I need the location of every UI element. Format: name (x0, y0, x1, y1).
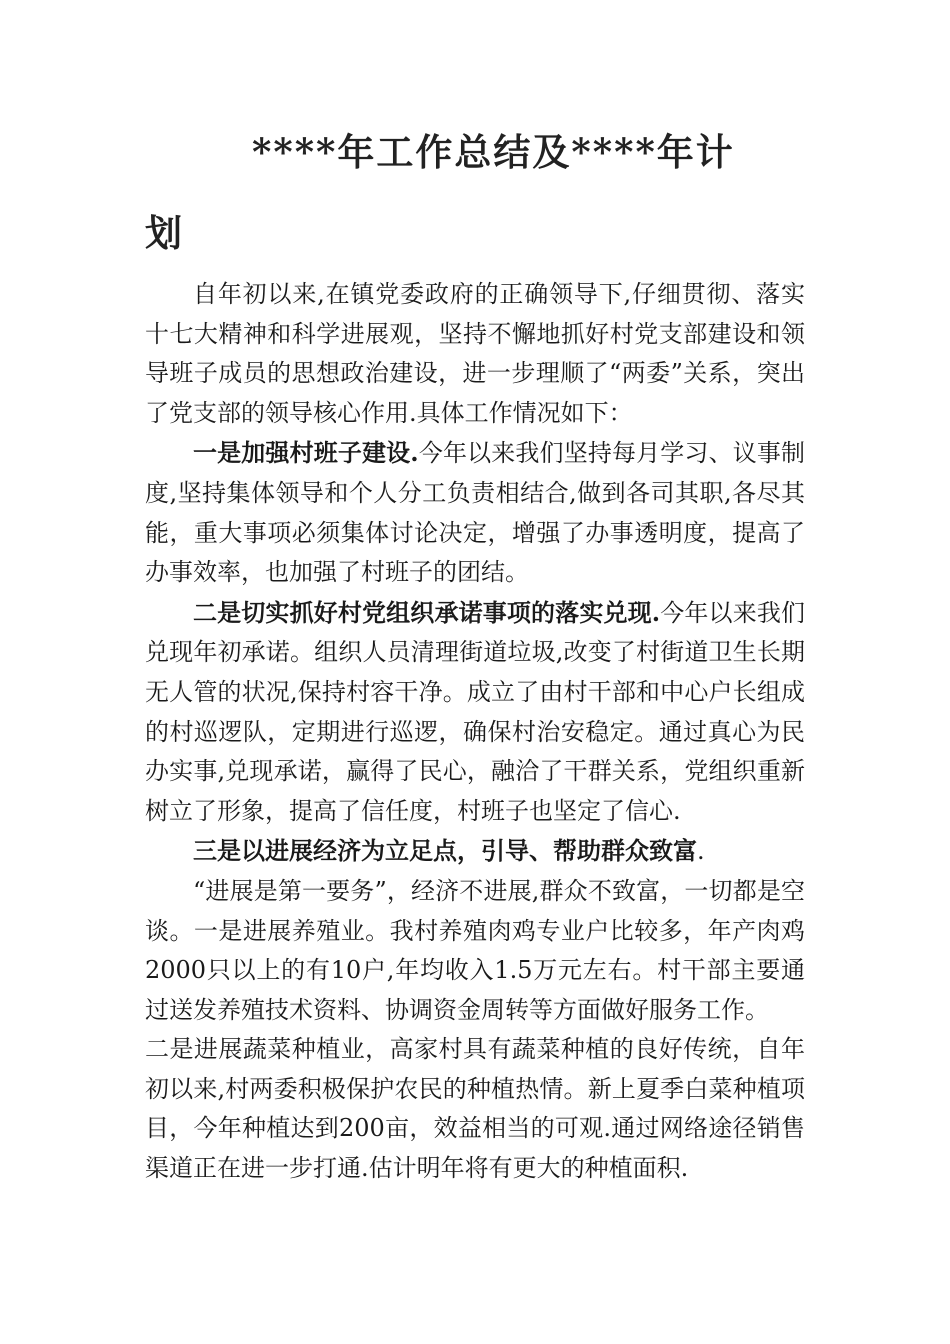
paragraph-vegetables (145, 1030, 805, 1188)
document-title-line-1: ****年工作总结及****年计 (252, 130, 735, 174)
paragraph-text: “进展是第一要务”，经济不进展,群众不致富，一切都是空谈。一是进展养殖业。我村养殖肉鸡专业户比较多，年产肉鸡2000只以上的有10户,年均收入1.5万元左右。村干部主要通过送发养殖技术资料、协调资金周转等方面做好服务工作。 (145, 876, 805, 1024)
document-title-line-2: 划 (145, 211, 182, 255)
paragraph-text: . (697, 837, 705, 866)
document-body (145, 275, 805, 1189)
paragraph-lead: 三是以进展经济为立足点，引导、帮助群众致富 (193, 836, 697, 866)
paragraph-economy (145, 872, 805, 1030)
paragraph-point-3 (145, 831, 805, 872)
paragraph-lead: 二是切实抓好村党组织承诺事项的落实兑现. (193, 597, 661, 627)
paragraph-text: 今年以来我们坚持每月学习、议事制度,坚持集体领导和个人分工负责相结合,做到各司其职,各尽其能，重大事项必须集体讨论决定，增强了办事透明度，提高了办事效率，也加强了村班子的团结。 (145, 439, 806, 587)
paragraph-intro (145, 275, 805, 433)
paragraph-text: 自年初以来,在镇党委政府的正确领导下,仔细贯彻、落实十七大精神和科学进展观，坚持不懈地抓好村党支部建设和领导班子成员的思想政治建设，进一步理顺了“两委”关系，突出了党支部的领导核心作用.具体工作情况如下： (145, 280, 805, 427)
paragraph-text: 二是进展蔬菜种植业，高家村具有蔬菜种植的良好传统，自年初以来,村两委积极保护农民的种植热情。新上夏季白菜种植项目，今年种植达到200亩，效益相当的可观.通过网络途径销售渠道正在进一步打通.估计明年将有更大的种植面积. (145, 1035, 805, 1183)
paragraph-point-2 (145, 593, 805, 832)
paragraph-point-1 (145, 433, 805, 592)
paragraph-text: 今年以来我们兑现年初承诺。组织人员清理街道垃圾,改变了村街道卫生长期无人管的状况,保持村容干净。成立了由村干部和中心户长组成的村巡逻队，定期进行巡逻，确保村治安稳定。通过真心为民办实事,兑现承诺，赢得了民心，融洽了干群关系，党组织重新树立了形象，提高了信任度，村班子也坚定了信心. (145, 598, 805, 825)
paragraph-lead: 一是加强村班子建设. (193, 438, 419, 468)
